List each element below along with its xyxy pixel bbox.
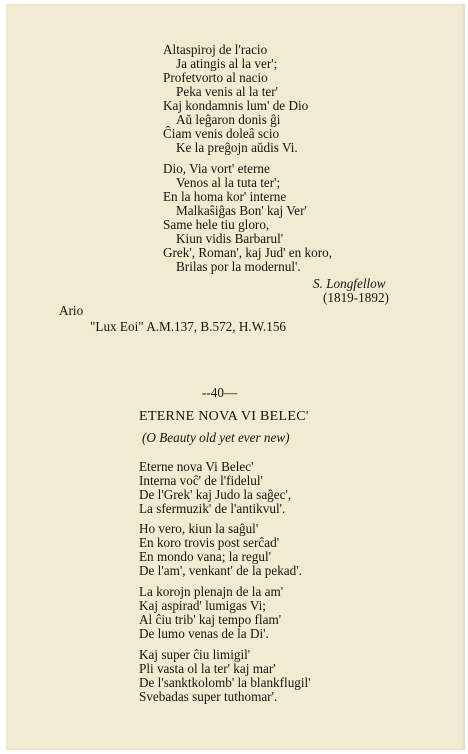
- verse-line: De lumo venas de la Di'.: [139, 626, 269, 641]
- verse-line: De l'am', venkant' de la pekad'.: [139, 563, 302, 578]
- verse-line: Kaj aspirad' lumigas Vi;: [139, 598, 266, 613]
- verse-line: Aŭ leĝaron donis ĝi: [176, 112, 281, 127]
- hymn-title: ETERNE NOVA VI BELEC': [139, 409, 309, 424]
- verse-line: Peka venis al la ter': [176, 84, 278, 99]
- verse-line: Venos al la tuta ter';: [176, 175, 281, 190]
- verse-line: Pli vasta ol la ter' kaj mar': [139, 661, 276, 676]
- verse-line: En mondo vana; la regul': [139, 549, 272, 564]
- author-years: (1819-1892): [323, 290, 389, 305]
- tune-label: Ario: [59, 303, 84, 318]
- verse-line: Profetvorto al nacio: [163, 70, 268, 85]
- verse-line: De l'sanktkolomb' la blankflugil': [139, 675, 311, 690]
- verse-line: Ĉiam venis doleâ scio: [163, 126, 280, 141]
- verse-line: Kiun vidis Barbarul': [176, 231, 284, 246]
- verse-line: La korojn plenajn de la am': [139, 584, 284, 599]
- verse-line: En la homa kor' interne: [163, 189, 287, 204]
- verse-line: Dio, Via vort' eterne: [163, 161, 270, 176]
- verse-line: Malkaŝiĝas Bon' kaj Ver': [176, 203, 307, 218]
- verse-line: Al ĉiu trib' kaj tempo flam': [139, 612, 282, 627]
- book-page: [6, 4, 465, 750]
- verse-line: Altaspiroj de l'racio: [163, 42, 268, 57]
- verse-line: Kaj kondamnis lum' de Dio: [163, 98, 309, 113]
- verse-line: Ke la preĝojn aŭdis Vi.: [176, 140, 298, 155]
- verse-line: Grek', Roman', kaj Jud' en koro,: [163, 245, 333, 260]
- verse-line: En koro trovis post serĉad': [139, 535, 280, 550]
- verse-line: Same hele tiu gloro,: [163, 217, 270, 232]
- tune-references: "Lux Eoi" A.M.137, B.572, H.W.156: [90, 319, 287, 334]
- verse-line: De l'Grek' kaj Judo la saĝec',: [139, 487, 292, 502]
- verse-line: Ja atingis al la ver';: [176, 56, 278, 71]
- hymn-subtitle: (O Beauty old yet ever new): [142, 430, 290, 445]
- verse-line: Svebadas super tuthomar'.: [139, 689, 278, 704]
- verse-line: La sfermuzik' de l'antikvul'.: [139, 501, 286, 516]
- hymn-number: --40—: [202, 385, 238, 400]
- verse-line: Ho vero, kiun la saĝul': [139, 521, 259, 536]
- verse-line: Kaj super ĉiu limigil': [139, 647, 251, 662]
- author-name: S. Longfellow: [313, 276, 386, 291]
- verse-line: Brilas por la modernul'.: [176, 259, 301, 274]
- verse-line: Interna voĉ' de l'fidelul': [139, 473, 263, 488]
- verse-line: Eterne nova Vi Belec': [139, 459, 254, 474]
